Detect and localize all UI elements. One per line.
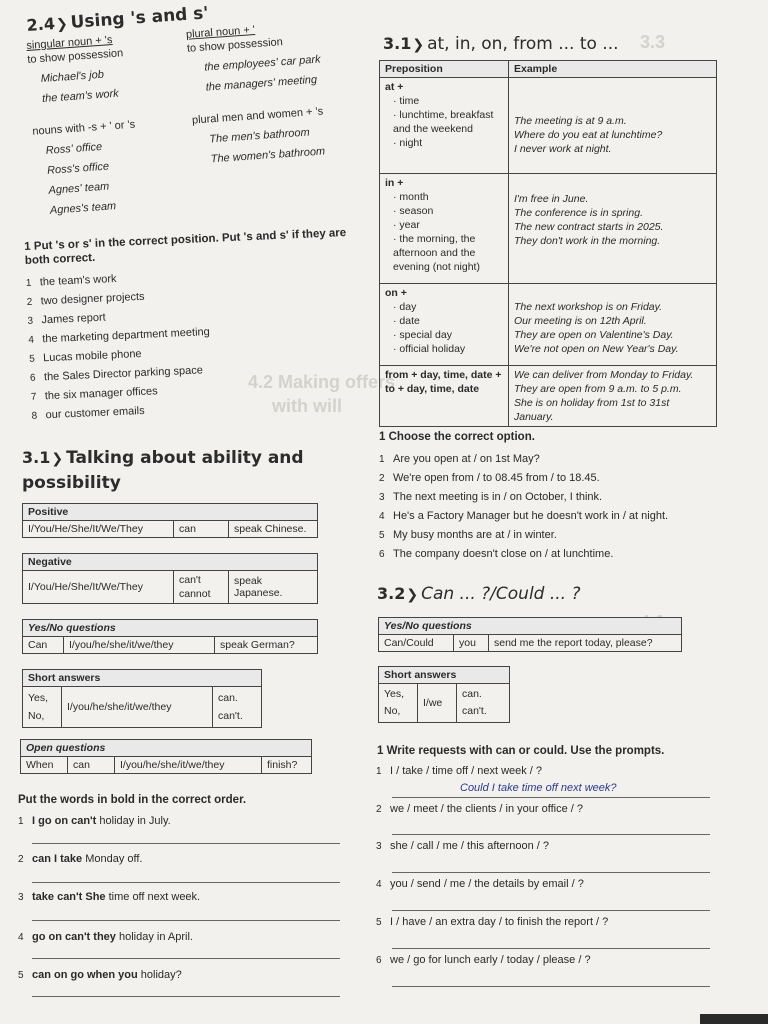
show-through-text: 3.3 <box>640 32 666 52</box>
exercise-text: Write requests with can or could. Use the prompts. <box>386 745 665 757</box>
table-cell: can. can't. <box>457 684 510 723</box>
table-cell: speak Japanese. <box>229 571 318 604</box>
answer-line[interactable] <box>392 872 710 873</box>
rule-right: plural noun + ' <box>185 24 256 41</box>
preposition-cell: in + · month · season · year · the morning, the afternoon and the evening (not night) <box>380 174 509 284</box>
column-header: Example <box>509 61 717 78</box>
example-left: the team's work <box>41 87 120 106</box>
exercise-item: 8 our customer emails <box>31 404 145 422</box>
chevron-right-icon: ❯ <box>51 451 64 467</box>
exercise-instruction <box>379 431 535 443</box>
answer-line[interactable] <box>32 882 340 883</box>
exercise-text: Choose the correct option. <box>388 431 535 443</box>
example-right: The women's bathroom <box>210 145 326 166</box>
table-cell: can <box>68 757 115 774</box>
exercise-item: 5 My busy months are at / in winter. <box>379 529 557 541</box>
example-left: Michael's job <box>40 68 105 86</box>
exercise-item: 2 can I take Monday off. <box>18 853 143 865</box>
table-cell: can. can't. <box>213 687 262 728</box>
exercise-item: 1 I go on can't holiday in July. <box>18 815 171 827</box>
table-cell: Yes, No, <box>379 684 418 723</box>
table-cell: I/You/He/She/It/We/They <box>23 521 174 538</box>
table-cell: Yes, No, <box>23 687 62 728</box>
section-heading-3-2 <box>377 584 581 604</box>
exercise-item: 4 the marketing department meeting <box>28 325 210 346</box>
chevron-right-icon: ❯ <box>55 16 69 33</box>
answer-line[interactable] <box>32 920 340 921</box>
table-yes-no <box>22 619 318 654</box>
page-corner-shadow <box>700 1014 768 1024</box>
example-cell: I'm free in June. The conference is in spring. The new contract starts in 2025. They don't work in the morning. <box>509 174 717 284</box>
section-title: Can ... ?/Could ... ? <box>421 584 581 604</box>
exercise-item: 3 she / call / me / this afternoon / ? <box>376 840 549 852</box>
table-header: Short answers <box>23 670 262 687</box>
exercise-item: 2 we / meet / the clients / in your office / ? <box>376 803 583 815</box>
section-heading-3-1-ability <box>22 446 304 495</box>
table-cell: can <box>174 521 229 538</box>
exercise-item: 4 He's a Factory Manager but he doesn't work in / at night. <box>379 510 669 522</box>
table-prepositions <box>379 60 717 427</box>
example-cell: The meeting is at 9 a.m. Where do you eat at lunchtime? I never work at night. <box>509 78 717 174</box>
section-title-line2: possibility <box>22 473 121 493</box>
example-left: Ross' office <box>45 140 103 157</box>
table-cell: I/you/he/she/it/we/they <box>64 637 215 654</box>
exercise-item: 1 Are you open at / on 1st May? <box>379 453 540 465</box>
column-header: Preposition <box>380 61 509 78</box>
answer-line[interactable] <box>392 986 710 987</box>
table-cell: I/you/he/she/it/we/they <box>115 757 262 774</box>
exercise-item: 3 take can't She time off next week. <box>18 891 201 903</box>
chevron-right-icon: ❯ <box>406 587 419 603</box>
preposition-cell: from + day, time, date + to + day, time, date <box>380 366 509 427</box>
exercise-item: 6 the Sales Director parking space <box>29 364 204 384</box>
answer-line[interactable] <box>392 797 710 798</box>
exercise-item: 6 The company doesn't close on / at lunchtime. <box>379 548 614 560</box>
example-right: The men's bathroom <box>208 126 311 146</box>
section-number: 2.4 <box>26 14 56 35</box>
example-left: Ross's office <box>46 160 110 177</box>
answer-line[interactable] <box>32 843 340 844</box>
rule-right: to show possession <box>186 36 284 55</box>
table-cell: finish? <box>262 757 312 774</box>
example-left: Agnes' team <box>48 180 110 197</box>
section-number: 3.1 <box>383 34 412 53</box>
exercise-number: 1 <box>24 240 31 253</box>
answer-line[interactable] <box>32 996 340 997</box>
table-header: Yes/No questions <box>23 620 318 637</box>
rule-left: singular noun + 's <box>26 33 113 52</box>
table-header: Short answers <box>379 667 510 684</box>
preposition-cell: on + · day · date · special day · official holiday <box>380 284 509 366</box>
chevron-right-icon: ❯ <box>412 37 425 53</box>
table-header: Open questions <box>21 740 312 757</box>
exercise-instruction <box>377 745 664 757</box>
example-answer: Could I take time off next week? <box>460 782 617 794</box>
exercise-item: 1 the team's work <box>25 273 117 289</box>
exercise-item: 4 go on can't they holiday in April. <box>18 931 193 943</box>
section-title: Talking about ability and <box>66 448 304 468</box>
table-header: Positive <box>23 504 318 521</box>
show-through-text: 4.2 Making offers <box>248 372 396 392</box>
table-cell: speak German? <box>215 637 318 654</box>
exercise-item: 5 can on go when you holiday? <box>18 969 182 981</box>
table-cell: send me the report today, please? <box>489 635 682 652</box>
exercise-item: 2 We're open from / to 08.45 from / to 18.45. <box>379 472 600 484</box>
table-cell: Can <box>23 637 64 654</box>
preposition-cell: at + · time · lunchtime, breakfast and the weekend · night <box>380 78 509 174</box>
table-cell: When <box>21 757 68 774</box>
exercise-number: 1 <box>379 431 386 443</box>
table-cell: speak Chinese. <box>229 521 318 538</box>
answer-line[interactable] <box>392 948 710 949</box>
section-heading-3-1-prepositions <box>383 34 619 54</box>
exercise-item: 5 I / have / an extra day / to finish the report / ? <box>376 916 609 928</box>
section-number: 3.1 <box>22 448 51 467</box>
example-right: the employees' car park <box>203 53 321 74</box>
section-number: 3.2 <box>377 584 406 603</box>
table-open-questions <box>20 739 312 774</box>
table-short-answers <box>22 669 262 728</box>
section-title: Using 's and s' <box>69 3 210 33</box>
rule-right: plural men and women + 's <box>191 105 324 127</box>
show-through-text: with will <box>272 396 342 416</box>
exercise-item: 3 The next meeting is in / on October, I think. <box>379 491 603 503</box>
answer-line[interactable] <box>32 958 340 959</box>
exercise-number: 1 <box>377 745 384 757</box>
example-left: Agnes's team <box>49 200 117 217</box>
exercise-item: 3 James report <box>27 311 106 327</box>
table-negative <box>22 553 318 604</box>
table-cell: you <box>454 635 489 652</box>
answer-line[interactable] <box>392 910 710 911</box>
table-can-could-short <box>378 666 510 723</box>
example-cell: The next workshop is on Friday. Our meeting is on 12th April. They are open on Valentine's Day. We're not open on New Year's Day. <box>509 284 717 366</box>
exercise-item: 1 I / take / time off / next week / ? <box>376 765 543 777</box>
table-positive <box>22 503 318 538</box>
section-title: at, in, on, from ... to ... <box>427 34 619 54</box>
exercise-item: 4 you / send / me / the details by email / ? <box>376 878 584 890</box>
table-cell: I/You/He/She/It/We/They <box>23 571 174 604</box>
exercise-items <box>379 450 668 564</box>
exercise-item: 2 two designer projects <box>26 290 145 308</box>
example-cell: We can deliver from Monday to Friday. They are open from 9 a.m. to 5 p.m. She is on holiday from 1st to 31st January. <box>509 366 717 427</box>
exercise-item: 7 the six manager offices <box>30 385 158 403</box>
exercise-instruction: Put the words in bold in the correct order. <box>18 794 247 806</box>
table-cell: I/you/he/she/it/we/they <box>62 687 213 728</box>
exercise-text: Put 's or s' in the correct position. Put 's and s' if they are both correct. <box>24 226 347 267</box>
table-cell: I/we <box>418 684 457 723</box>
exercise-item: 6 we / go for lunch early / today / please / ? <box>376 954 591 966</box>
exercise-item: 5 Lucas mobile phone <box>28 347 142 365</box>
exercise-possession <box>24 226 362 426</box>
possession-rules <box>26 18 358 230</box>
rule-left: to show possession <box>26 47 124 66</box>
table-cell: can't cannot <box>174 571 229 604</box>
table-header: Negative <box>23 554 318 571</box>
answer-line[interactable] <box>392 834 710 835</box>
rule-left: nouns with -s + ' or 's <box>31 118 136 138</box>
table-can-could-yes-no <box>378 617 682 652</box>
table-cell: Can/Could <box>379 635 454 652</box>
example-right: the managers' meeting <box>205 73 318 94</box>
table-header: Yes/No questions <box>379 618 682 635</box>
